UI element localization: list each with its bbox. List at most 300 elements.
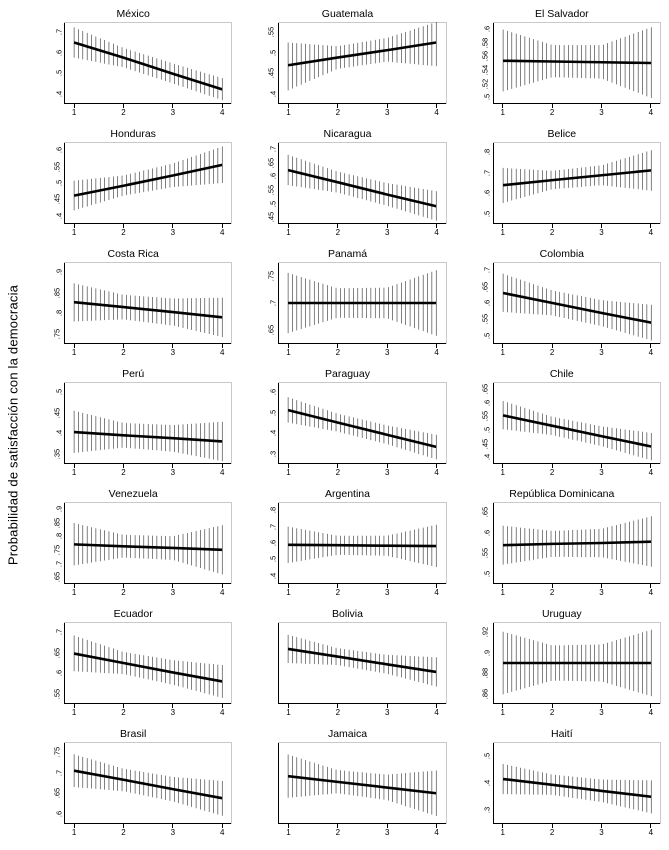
x-tick-mark bbox=[387, 704, 388, 708]
x-tick-label: 3 bbox=[170, 228, 176, 237]
x-tick-label: 3 bbox=[599, 708, 604, 717]
x-tick-label: 2 bbox=[121, 108, 126, 117]
y-tick-label: .9 bbox=[483, 649, 493, 656]
panel-title: Argentina bbox=[325, 488, 370, 500]
x-tick-label: 3 bbox=[384, 228, 390, 237]
y-tick-label: .4 bbox=[54, 430, 64, 437]
plot-area bbox=[483, 142, 661, 237]
y-tick-label: .8 bbox=[268, 507, 278, 514]
x-tick-label: 2 bbox=[335, 108, 341, 117]
chart-panel bbox=[26, 126, 240, 246]
x-tick-mark bbox=[74, 704, 75, 708]
panel-title: Costa Rica bbox=[107, 248, 159, 260]
x-tick-label: 4 bbox=[648, 588, 654, 597]
y-tick-label: .92 bbox=[480, 627, 490, 638]
x-tick-mark bbox=[387, 104, 388, 108]
fitted-line bbox=[288, 410, 436, 447]
x-tick-mark bbox=[222, 584, 223, 588]
x-tick-mark bbox=[123, 464, 124, 468]
panel-title: Jamaica bbox=[327, 728, 368, 740]
x-tick-mark bbox=[288, 344, 289, 348]
y-tick-label: .4 bbox=[268, 90, 278, 97]
x-tick-label: 3 bbox=[599, 108, 604, 117]
plot-area bbox=[52, 382, 232, 477]
y-tick-label: .5 bbox=[268, 200, 278, 207]
x-tick-label: 4 bbox=[434, 828, 439, 837]
panel-title: Honduras bbox=[110, 128, 156, 140]
y-tick-label: .55 bbox=[480, 314, 490, 325]
y-tick-label: .45 bbox=[480, 438, 490, 449]
y-tick-label: .6 bbox=[54, 49, 64, 56]
x-tick-mark bbox=[123, 104, 124, 108]
x-tick-label: 2 bbox=[121, 228, 126, 237]
y-tick-label: .3 bbox=[483, 807, 493, 814]
y-tick-label: .5 bbox=[54, 70, 64, 77]
x-tick-mark bbox=[436, 344, 437, 348]
x-tick-mark bbox=[222, 464, 223, 468]
y-tick-label: .7 bbox=[54, 560, 64, 567]
x-tick-mark bbox=[552, 824, 553, 828]
x-tick-label: 4 bbox=[219, 228, 225, 237]
plot-area bbox=[266, 262, 446, 357]
panel-title: República Dominicana bbox=[509, 488, 615, 500]
series-plot bbox=[64, 502, 232, 584]
y-tick-label: .65 bbox=[480, 383, 490, 395]
x-tick-label: 1 bbox=[500, 468, 505, 477]
x-tick-label: 1 bbox=[286, 468, 291, 477]
y-tick-label: .58 bbox=[480, 37, 490, 48]
y-tick-label: .85 bbox=[52, 287, 62, 298]
y-tick-label: .6 bbox=[483, 190, 493, 197]
y-tick-label: .65 bbox=[52, 571, 62, 583]
x-tick-label: 3 bbox=[170, 108, 176, 117]
x-tick-mark bbox=[172, 464, 173, 468]
chart-panel bbox=[26, 246, 240, 366]
x-tick-mark bbox=[502, 584, 503, 588]
x-tick-mark bbox=[337, 584, 338, 588]
x-tick-label: 4 bbox=[219, 348, 225, 357]
plot-area bbox=[268, 502, 446, 597]
series-plot bbox=[278, 262, 446, 344]
chart-panel bbox=[26, 486, 240, 606]
x-tick-mark bbox=[650, 464, 651, 468]
x-tick-mark bbox=[601, 704, 602, 708]
x-tick-mark bbox=[172, 344, 173, 348]
x-tick-mark bbox=[601, 824, 602, 828]
y-tick-label: .54 bbox=[480, 64, 490, 76]
x-tick-mark bbox=[172, 704, 173, 708]
y-tick-label: .55 bbox=[52, 688, 62, 699]
x-tick-label: 2 bbox=[549, 108, 555, 117]
x-tick-mark bbox=[502, 824, 503, 828]
x-tick-mark bbox=[601, 104, 602, 108]
x-tick-mark bbox=[436, 464, 437, 468]
y-tick-label: .75 bbox=[266, 270, 276, 281]
panel-title: Colombia bbox=[539, 248, 584, 260]
x-tick-label: 3 bbox=[384, 708, 390, 717]
x-tick-label: 2 bbox=[335, 828, 341, 837]
y-axis-title bbox=[0, 0, 26, 850]
fitted-line bbox=[503, 61, 651, 63]
y-tick-label: .6 bbox=[268, 389, 278, 396]
y-tick-label: .65 bbox=[52, 647, 62, 658]
y-tick-label: .56 bbox=[480, 50, 490, 62]
chart-panel bbox=[26, 606, 240, 726]
y-tick-label: .65 bbox=[480, 507, 490, 518]
x-tick-mark bbox=[123, 824, 124, 828]
x-tick-mark bbox=[436, 104, 437, 108]
y-tick-label: .5 bbox=[268, 556, 278, 563]
x-tick-label: 2 bbox=[335, 708, 341, 717]
x-tick-mark bbox=[552, 704, 553, 708]
chart-panel bbox=[240, 6, 454, 126]
plot-area bbox=[52, 742, 232, 837]
x-tick-label: 3 bbox=[599, 828, 604, 837]
x-tick-mark bbox=[650, 704, 651, 708]
x-tick-label: 3 bbox=[599, 588, 604, 597]
x-tick-mark bbox=[172, 824, 173, 828]
y-tick-label: .5 bbox=[483, 426, 493, 433]
x-tick-label: 3 bbox=[384, 108, 390, 117]
plot-area bbox=[268, 382, 446, 477]
plot-area bbox=[483, 742, 661, 837]
y-tick-label: .55 bbox=[480, 410, 490, 422]
x-tick-label: 1 bbox=[286, 828, 291, 837]
plot-area bbox=[52, 262, 232, 357]
x-tick-mark bbox=[502, 464, 503, 468]
y-tick-label: .7 bbox=[268, 145, 278, 152]
x-tick-mark bbox=[222, 824, 223, 828]
x-tick-label: 2 bbox=[121, 348, 126, 357]
y-tick-label: .5 bbox=[54, 179, 64, 187]
x-tick-label: 4 bbox=[434, 348, 439, 357]
plot-area bbox=[480, 622, 661, 717]
x-tick-mark bbox=[601, 584, 602, 588]
y-axis-title-text: Probabilidad de satisfacción con la democracia bbox=[5, 284, 21, 566]
panel-title: Perú bbox=[122, 368, 145, 380]
y-tick-label: .6 bbox=[268, 173, 278, 180]
x-tick-label: 4 bbox=[434, 228, 439, 237]
y-tick-label: .45 bbox=[52, 194, 62, 205]
series-plot bbox=[278, 742, 446, 824]
y-tick-label: .75 bbox=[52, 544, 62, 556]
x-tick-mark bbox=[222, 224, 223, 228]
x-tick-label: 2 bbox=[121, 828, 126, 837]
x-tick-label: 2 bbox=[549, 708, 555, 717]
y-tick-label: .65 bbox=[480, 281, 490, 292]
x-tick-mark bbox=[387, 824, 388, 828]
x-tick-mark bbox=[650, 224, 651, 228]
y-tick-label: .4 bbox=[483, 779, 493, 787]
y-tick-label: .4 bbox=[268, 572, 278, 579]
x-tick-label: 4 bbox=[648, 108, 654, 117]
plot-area bbox=[480, 22, 661, 117]
x-tick-mark bbox=[502, 224, 503, 228]
x-tick-label: 3 bbox=[170, 588, 176, 597]
x-tick-mark bbox=[387, 584, 388, 588]
x-tick-label: 2 bbox=[549, 228, 555, 237]
y-tick-label: .7 bbox=[54, 629, 64, 636]
x-tick-label: 1 bbox=[286, 588, 291, 597]
x-tick-label: 1 bbox=[71, 708, 77, 717]
x-tick-mark bbox=[502, 704, 503, 708]
panel-title: Nicaragua bbox=[323, 128, 372, 140]
x-tick-mark bbox=[288, 584, 289, 588]
plot-area bbox=[52, 142, 232, 237]
y-tick-label: .7 bbox=[54, 29, 64, 36]
x-tick-label: 1 bbox=[71, 108, 77, 117]
y-tick-label: .5 bbox=[54, 389, 64, 396]
y-tick-label: .86 bbox=[480, 688, 490, 699]
x-tick-mark bbox=[337, 104, 338, 108]
series-plot bbox=[278, 502, 446, 584]
x-tick-label: 2 bbox=[549, 588, 555, 597]
x-tick-mark bbox=[601, 464, 602, 468]
panel-title: Chile bbox=[549, 368, 574, 380]
x-tick-label: 4 bbox=[648, 348, 654, 357]
plot-area bbox=[480, 502, 661, 597]
x-tick-label: 4 bbox=[434, 588, 439, 597]
y-tick-label: .7 bbox=[483, 169, 493, 176]
y-tick-label: .65 bbox=[266, 157, 276, 168]
x-tick-mark bbox=[502, 104, 503, 108]
series-plot bbox=[64, 742, 232, 824]
x-tick-label: 1 bbox=[286, 108, 291, 117]
x-tick-label: 2 bbox=[121, 588, 126, 597]
chart-panel bbox=[455, 6, 669, 126]
x-tick-mark bbox=[288, 464, 289, 468]
x-tick-label: 1 bbox=[71, 588, 77, 597]
x-tick-mark bbox=[552, 344, 553, 348]
panel-title: Uruguay bbox=[541, 608, 582, 620]
x-tick-label: 3 bbox=[170, 828, 176, 837]
y-tick-label: .3 bbox=[268, 450, 278, 457]
y-tick-label: .8 bbox=[54, 533, 64, 540]
y-tick-label: .55 bbox=[52, 161, 62, 172]
panel-title: Guatemala bbox=[321, 8, 374, 20]
y-tick-label: .4 bbox=[483, 454, 493, 461]
x-tick-label: 3 bbox=[170, 708, 176, 717]
x-tick-mark bbox=[288, 824, 289, 828]
y-tick-label: .65 bbox=[266, 325, 276, 336]
x-tick-mark bbox=[552, 104, 553, 108]
x-tick-label: 4 bbox=[219, 468, 225, 477]
y-tick-label: .6 bbox=[483, 529, 493, 536]
y-tick-label: .4 bbox=[268, 430, 278, 437]
y-tick-label: .85 bbox=[52, 517, 62, 528]
x-tick-mark bbox=[650, 104, 651, 108]
x-tick-mark bbox=[123, 224, 124, 228]
x-tick-label: 1 bbox=[286, 228, 291, 237]
y-tick-label: .45 bbox=[52, 407, 62, 418]
x-tick-label: 3 bbox=[599, 348, 604, 357]
y-tick-label: .8 bbox=[483, 149, 493, 156]
chart-panel bbox=[240, 726, 454, 846]
x-tick-label: 4 bbox=[648, 828, 654, 837]
panel-title: Bolivia bbox=[332, 608, 363, 620]
x-tick-label: 1 bbox=[71, 348, 77, 357]
chart-panel bbox=[240, 606, 454, 726]
x-tick-mark bbox=[288, 104, 289, 108]
panel-title: Belice bbox=[547, 128, 577, 140]
series-plot bbox=[493, 742, 661, 824]
plot-area bbox=[278, 742, 446, 837]
x-tick-label: 2 bbox=[335, 228, 341, 237]
x-tick-mark bbox=[552, 224, 553, 228]
x-tick-mark bbox=[222, 104, 223, 108]
series-plot bbox=[493, 502, 661, 584]
y-tick-label: .6 bbox=[54, 670, 64, 677]
y-tick-label: .7 bbox=[483, 267, 493, 274]
plot-area bbox=[480, 262, 661, 357]
y-tick-label: .55 bbox=[480, 548, 490, 559]
x-tick-mark bbox=[337, 464, 338, 468]
y-tick-label: .5 bbox=[483, 94, 493, 101]
fitted-line bbox=[288, 545, 436, 546]
chart-panel bbox=[240, 366, 454, 486]
y-tick-label: .9 bbox=[54, 505, 64, 512]
y-tick-label: .52 bbox=[480, 78, 490, 89]
chart-panel bbox=[240, 246, 454, 366]
x-tick-mark bbox=[222, 704, 223, 708]
x-tick-label: 4 bbox=[219, 708, 225, 717]
y-tick-label: .5 bbox=[483, 332, 493, 339]
x-tick-label: 1 bbox=[286, 708, 291, 717]
plot-area bbox=[266, 142, 446, 237]
x-tick-mark bbox=[288, 704, 289, 708]
x-tick-label: 3 bbox=[384, 828, 390, 837]
y-tick-label: .5 bbox=[483, 752, 493, 759]
x-tick-label: 1 bbox=[71, 468, 77, 477]
x-tick-mark bbox=[650, 824, 651, 828]
series-plot bbox=[493, 622, 661, 704]
x-tick-mark bbox=[123, 704, 124, 708]
x-tick-label: 1 bbox=[500, 348, 505, 357]
x-tick-mark bbox=[222, 344, 223, 348]
x-tick-label: 2 bbox=[335, 588, 341, 597]
x-tick-label: 3 bbox=[170, 468, 176, 477]
x-tick-label: 1 bbox=[500, 828, 505, 837]
series-plot bbox=[493, 142, 661, 224]
plot-area bbox=[52, 622, 232, 717]
y-tick-label: .5 bbox=[268, 49, 278, 56]
series-plot bbox=[64, 622, 232, 704]
x-tick-mark bbox=[387, 344, 388, 348]
panel-title: Panamá bbox=[327, 248, 368, 260]
y-tick-label: .65 bbox=[52, 788, 62, 799]
x-tick-label: 4 bbox=[434, 468, 439, 477]
x-tick-mark bbox=[74, 824, 75, 828]
x-tick-mark bbox=[601, 344, 602, 348]
panel-title: Ecuador bbox=[113, 608, 153, 620]
x-tick-mark bbox=[387, 224, 388, 228]
x-tick-label: 3 bbox=[599, 468, 604, 477]
series-plot bbox=[278, 22, 446, 104]
x-tick-mark bbox=[436, 704, 437, 708]
x-tick-label: 3 bbox=[384, 588, 390, 597]
plot-area bbox=[278, 622, 446, 717]
chart-panel bbox=[455, 486, 669, 606]
x-tick-mark bbox=[337, 704, 338, 708]
chart-panel bbox=[240, 486, 454, 606]
y-tick-label: .6 bbox=[268, 539, 278, 547]
y-tick-label: .75 bbox=[52, 328, 62, 339]
y-tick-label: .6 bbox=[54, 147, 64, 154]
chart-panel bbox=[455, 126, 669, 246]
x-tick-label: 4 bbox=[648, 228, 654, 237]
x-tick-mark bbox=[337, 824, 338, 828]
series-plot bbox=[64, 262, 232, 344]
x-tick-label: 4 bbox=[219, 108, 225, 117]
series-plot bbox=[64, 22, 232, 104]
x-tick-mark bbox=[387, 464, 388, 468]
x-tick-label: 4 bbox=[219, 828, 225, 837]
y-tick-label: .75 bbox=[52, 747, 62, 758]
chart-panel bbox=[455, 606, 669, 726]
y-tick-label: .7 bbox=[268, 299, 278, 307]
series-plot bbox=[493, 382, 661, 464]
x-tick-label: 2 bbox=[335, 468, 341, 477]
panel-title: Brasil bbox=[120, 728, 147, 740]
fitted-line bbox=[74, 43, 222, 90]
x-tick-label: 2 bbox=[549, 828, 555, 837]
chart-panel bbox=[455, 726, 669, 846]
fitted-line bbox=[288, 170, 436, 206]
panel-grid bbox=[26, 6, 669, 846]
x-tick-label: 2 bbox=[549, 468, 555, 477]
x-tick-mark bbox=[123, 584, 124, 588]
x-tick-mark bbox=[337, 224, 338, 228]
series-plot bbox=[64, 142, 232, 224]
y-tick-label: .4 bbox=[54, 212, 64, 219]
y-tick-label: .5 bbox=[483, 570, 493, 577]
x-tick-label: 2 bbox=[335, 348, 341, 357]
y-tick-label: .55 bbox=[266, 27, 276, 38]
x-tick-label: 4 bbox=[219, 588, 225, 597]
x-tick-mark bbox=[123, 344, 124, 348]
x-tick-mark bbox=[74, 344, 75, 348]
panel-title: México bbox=[116, 8, 150, 20]
chart-panel bbox=[240, 126, 454, 246]
x-tick-mark bbox=[172, 584, 173, 588]
x-tick-label: 1 bbox=[286, 348, 291, 357]
chart-panel bbox=[455, 366, 669, 486]
plot-area bbox=[54, 22, 232, 117]
y-tick-label: .35 bbox=[52, 448, 62, 459]
x-tick-mark bbox=[436, 824, 437, 828]
x-tick-mark bbox=[172, 104, 173, 108]
x-tick-label: 1 bbox=[71, 828, 77, 837]
x-tick-label: 4 bbox=[648, 708, 654, 717]
panel-title: El Salvador bbox=[534, 8, 589, 20]
y-tick-label: .55 bbox=[266, 184, 276, 196]
x-tick-label: 1 bbox=[71, 228, 77, 237]
x-tick-mark bbox=[552, 584, 553, 588]
x-tick-mark bbox=[74, 584, 75, 588]
panel-title: Haití bbox=[551, 728, 573, 740]
y-tick-label: .45 bbox=[266, 211, 276, 223]
x-tick-mark bbox=[552, 464, 553, 468]
x-tick-label: 1 bbox=[500, 108, 505, 117]
y-tick-label: .5 bbox=[483, 210, 493, 217]
x-tick-mark bbox=[650, 344, 651, 348]
y-tick-label: .9 bbox=[54, 269, 64, 276]
x-tick-label: 2 bbox=[549, 348, 555, 357]
fitted-line bbox=[503, 542, 651, 545]
y-tick-label: .8 bbox=[54, 310, 64, 317]
chart-panel bbox=[26, 726, 240, 846]
x-tick-label: 3 bbox=[599, 228, 604, 237]
